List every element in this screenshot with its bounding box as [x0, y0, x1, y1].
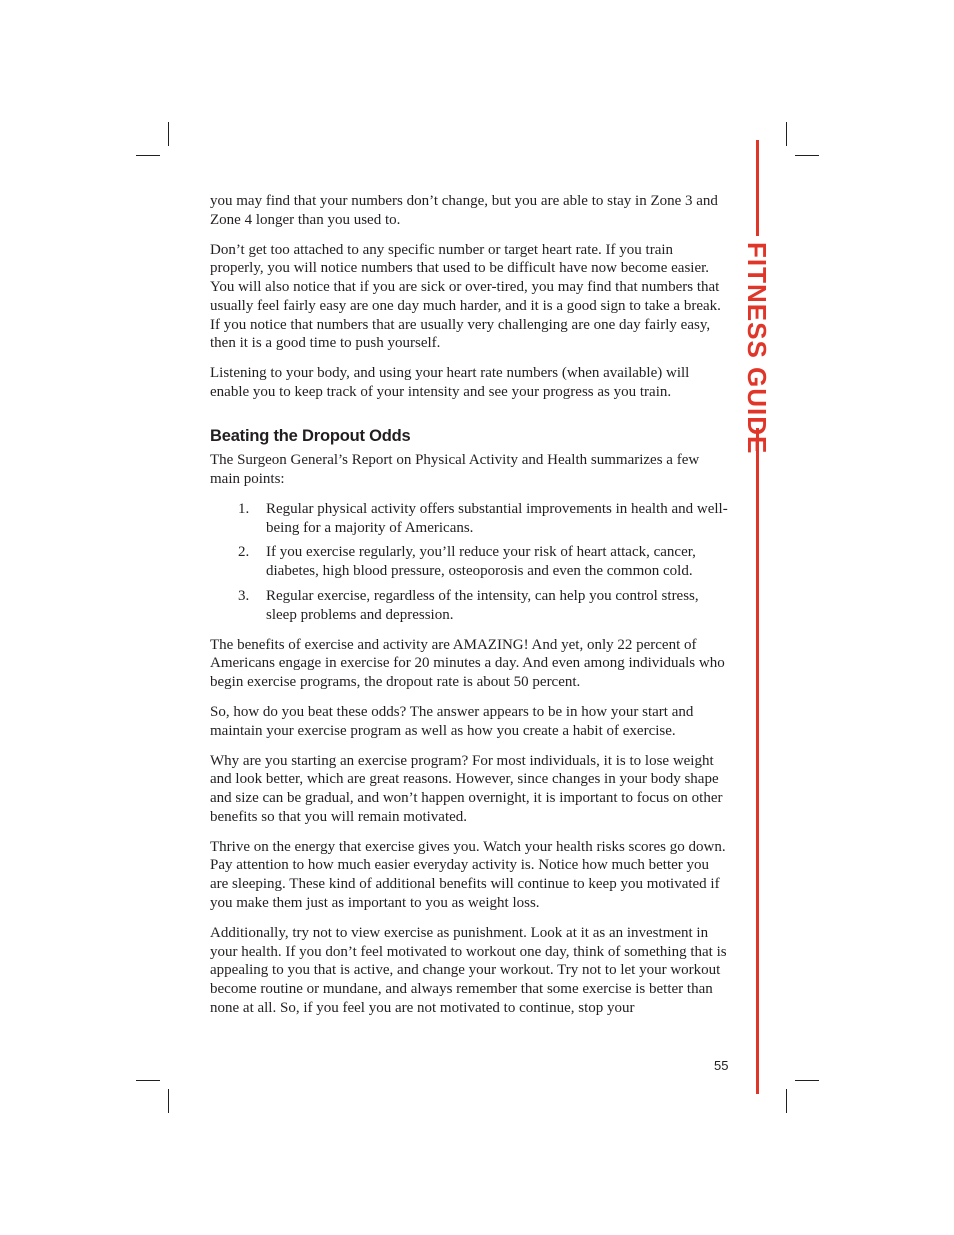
paragraph: Thrive on the energy that exercise gives you. Watch your health risks scores go down. Pay attention to how much easier everyday activity is. Notice how much better you are sleeping. These kind of additional benefits will continue to keep you motivated if you make them just as important to you as weight loss. [210, 838, 726, 911]
crop-mark [136, 1080, 160, 1081]
paragraph: Additionally, try not to view exercise as punishment. Look at it as an investment in your health. If you don’t feel motivated to workout one day, think of something that is appealing to you that is active, and change your workout. Try not to let your workout become routine or mundane, and always remember that some exercise is better than none at all. So, if you feel you are not motivated to continue, stop your [210, 924, 727, 1016]
list-number: 1. [238, 501, 250, 518]
list-item [210, 543, 730, 580]
paragraph: So, how do you beat these odds? The answer appears to be in how your start and maintain your exercise program as well as how you create a habit of exercise. [210, 703, 694, 739]
page-content [210, 192, 730, 1029]
list-text: If you exercise regularly, you’ll reduce your risk of heart attack, cancer, diabetes, high blood pressure, osteoporosis and even the common cold. [266, 544, 696, 580]
crop-mark [795, 1080, 819, 1081]
section-intro: The Surgeon General’s Report on Physical Activity and Health summarizes a few main points: [210, 452, 700, 488]
paragraph: Don’t get too attached to any specific number or target heart rate. If you train properly, you will notice numbers that used to be difficult have now become easier. You will also notice that if you are sick or over-tired, you may find that numbers that usually feel fairly easy are one day much harder, and it is a good sign to take a break. If you notice that numbers that are usually very challenging are one day fairly easy, then it is a good time to push yourself. [210, 241, 721, 352]
numbered-list [210, 500, 730, 624]
crop-mark [136, 155, 160, 156]
list-text: Regular physical activity offers substantial improvements in health and well-being for a majority of Americans. [266, 501, 728, 536]
list-text: Regular exercise, regardless of the intensity, can help you control stress, sleep problems and depression. [266, 587, 699, 623]
list-number: 3. [238, 587, 250, 604]
section-heading: Beating the Dropout Odds [210, 426, 411, 445]
list-item [210, 587, 730, 624]
list-item [210, 500, 730, 537]
side-section-title: FITNESS GUIDE [742, 242, 772, 455]
paragraph: you may find that your numbers don’t change, but you are able to stay in Zone 3 and Zone 4 longer than you used to. [210, 193, 718, 228]
page-number: 55 [714, 1058, 729, 1073]
paragraph: Why are you starting an exercise program? For most individuals, it is to lose weight and look better, which are great reasons. However, since changes in your body shape and size can be gradual, and won’t happen overnight, it is important to focus on other benefits so that you will remain motivated. [210, 752, 723, 825]
side-accent-rule [756, 140, 759, 236]
paragraph: The benefits of exercise and activity are AMAZING! And yet, only 22 percent of Americans engage in exercise for 20 minutes a day. And even among individuals who begin exercise programs, the dropout rate is about 50 percent. [210, 636, 725, 690]
paragraph: Listening to your body, and using your heart rate numbers (when available) will enable you to keep track of your intensity and see your progress as you train. [210, 365, 690, 400]
list-number: 2. [238, 544, 250, 561]
crop-mark [786, 1089, 787, 1113]
crop-mark [168, 1089, 169, 1113]
crop-mark [795, 155, 819, 156]
crop-mark [786, 122, 787, 146]
crop-mark [168, 122, 169, 146]
side-accent-rule [756, 428, 759, 1094]
